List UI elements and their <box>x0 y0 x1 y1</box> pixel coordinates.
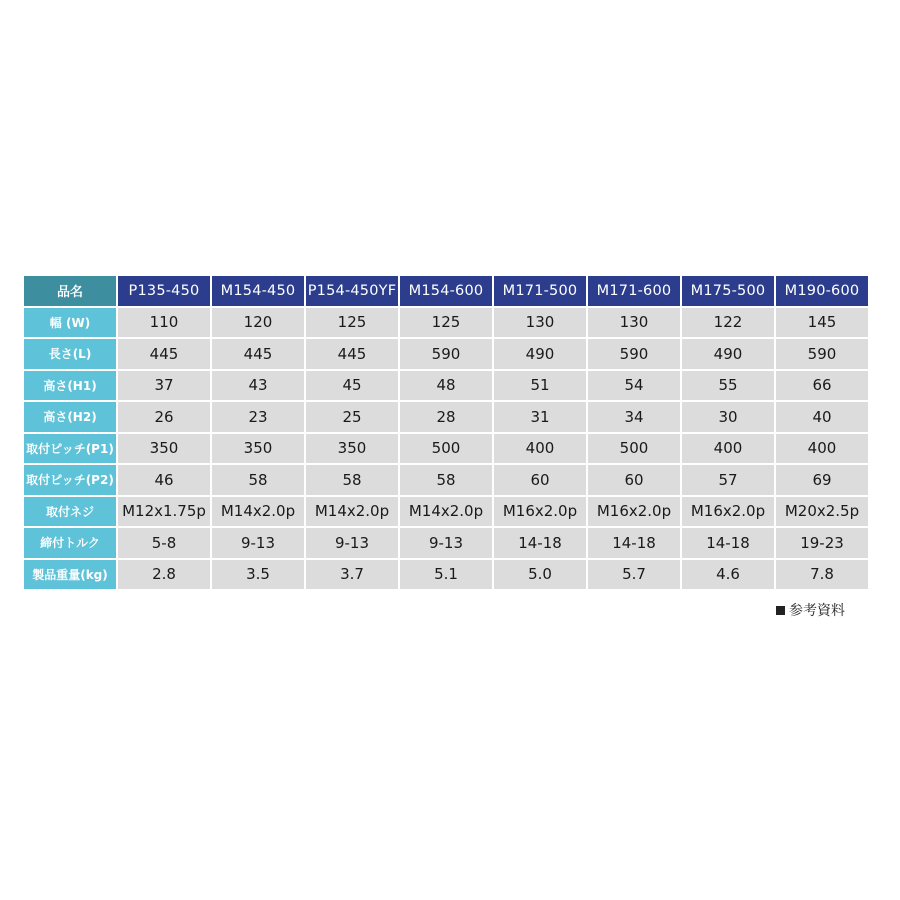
table-cell: 14-18 <box>588 528 680 558</box>
reference-note <box>776 600 845 620</box>
column-header: M171-500 <box>494 276 586 306</box>
table-cell: 122 <box>682 308 774 338</box>
table-cell: M14x2.0p <box>306 497 398 527</box>
table-cell: 490 <box>494 339 586 369</box>
table-cell: 350 <box>118 434 210 464</box>
table-cell: M14x2.0p <box>400 497 492 527</box>
table-cell: 5.1 <box>400 560 492 590</box>
column-header: M175-500 <box>682 276 774 306</box>
table-row <box>24 308 868 338</box>
table-cell: 400 <box>494 434 586 464</box>
table-cell: 2.8 <box>118 560 210 590</box>
table-cell: M20x2.5p <box>776 497 868 527</box>
table-cell: 9-13 <box>400 528 492 558</box>
table-cell: 60 <box>588 465 680 495</box>
table-cell: 400 <box>776 434 868 464</box>
square-bullet-icon <box>776 606 785 615</box>
table-cell: 66 <box>776 371 868 401</box>
table-row <box>24 560 868 590</box>
row-header: 製品重量(kg) <box>24 560 116 590</box>
column-header: P135-450 <box>118 276 210 306</box>
table-cell: 7.8 <box>776 560 868 590</box>
table-cell: 57 <box>682 465 774 495</box>
table-cell: 9-13 <box>306 528 398 558</box>
table-row <box>24 371 868 401</box>
row-header: 取付ピッチ(P1) <box>24 434 116 464</box>
table-cell: 23 <box>212 402 304 432</box>
table-cell: 9-13 <box>212 528 304 558</box>
header-row <box>24 276 868 306</box>
table-cell: M16x2.0p <box>588 497 680 527</box>
table-cell: M14x2.0p <box>212 497 304 527</box>
table-cell: 445 <box>212 339 304 369</box>
table-cell: 145 <box>776 308 868 338</box>
table-cell: 590 <box>776 339 868 369</box>
table-cell: 14-18 <box>682 528 774 558</box>
table-row <box>24 465 868 495</box>
table-cell: 5-8 <box>118 528 210 558</box>
table-cell: 5.7 <box>588 560 680 590</box>
table-cell: M16x2.0p <box>682 497 774 527</box>
table-cell: 30 <box>682 402 774 432</box>
table-cell: 590 <box>588 339 680 369</box>
table-cell: 69 <box>776 465 868 495</box>
table-cell: 500 <box>588 434 680 464</box>
table-cell: 58 <box>306 465 398 495</box>
table-cell: 500 <box>400 434 492 464</box>
table-cell: 45 <box>306 371 398 401</box>
table-cell: 3.7 <box>306 560 398 590</box>
table-cell: 130 <box>588 308 680 338</box>
row-header: 高さ(H1) <box>24 371 116 401</box>
table-cell: M12x1.75p <box>118 497 210 527</box>
table-cell: 34 <box>588 402 680 432</box>
row-header: 締付トルク <box>24 528 116 558</box>
table-cell: 4.6 <box>682 560 774 590</box>
table-cell: 60 <box>494 465 586 495</box>
table-cell: 37 <box>118 371 210 401</box>
table-cell: 51 <box>494 371 586 401</box>
table-cell: 120 <box>212 308 304 338</box>
table-cell: 31 <box>494 402 586 432</box>
table-row <box>24 497 868 527</box>
column-header: P154-450YF <box>306 276 398 306</box>
table-cell: 26 <box>118 402 210 432</box>
column-header: M154-450 <box>212 276 304 306</box>
table-cell: 46 <box>118 465 210 495</box>
table-cell: 445 <box>118 339 210 369</box>
row-header: 長さ(L) <box>24 339 116 369</box>
table-cell: 125 <box>400 308 492 338</box>
row-header: 高さ(H2) <box>24 402 116 432</box>
column-header: M154-600 <box>400 276 492 306</box>
table-row <box>24 528 868 558</box>
table-cell: 25 <box>306 402 398 432</box>
row-header: 取付ネジ <box>24 497 116 527</box>
table-cell: 3.5 <box>212 560 304 590</box>
table-cell: 400 <box>682 434 774 464</box>
table-cell: 58 <box>400 465 492 495</box>
table-cell: 43 <box>212 371 304 401</box>
table-cell: 19-23 <box>776 528 868 558</box>
table-cell: 28 <box>400 402 492 432</box>
table-cell: 350 <box>306 434 398 464</box>
column-header: M190-600 <box>776 276 868 306</box>
reference-note-text: 参考資料 <box>789 603 845 619</box>
table-cell: 5.0 <box>494 560 586 590</box>
table-cell: 130 <box>494 308 586 338</box>
table-cell: 490 <box>682 339 774 369</box>
spec-table <box>22 274 870 591</box>
table-cell: 590 <box>400 339 492 369</box>
table-cell: 55 <box>682 371 774 401</box>
table-cell: 350 <box>212 434 304 464</box>
table-cell: M16x2.0p <box>494 497 586 527</box>
table-row <box>24 339 868 369</box>
row-header: 取付ピッチ(P2) <box>24 465 116 495</box>
table-cell: 40 <box>776 402 868 432</box>
table-cell: 48 <box>400 371 492 401</box>
column-header: M171-600 <box>588 276 680 306</box>
table-body <box>24 308 868 590</box>
table-cell: 14-18 <box>494 528 586 558</box>
table-row <box>24 402 868 432</box>
corner-label: 品名 <box>24 276 116 306</box>
table-row <box>24 434 868 464</box>
table-cell: 54 <box>588 371 680 401</box>
table-cell: 125 <box>306 308 398 338</box>
table-cell: 58 <box>212 465 304 495</box>
table-cell: 110 <box>118 308 210 338</box>
row-header: 幅 (W) <box>24 308 116 338</box>
table-cell: 445 <box>306 339 398 369</box>
